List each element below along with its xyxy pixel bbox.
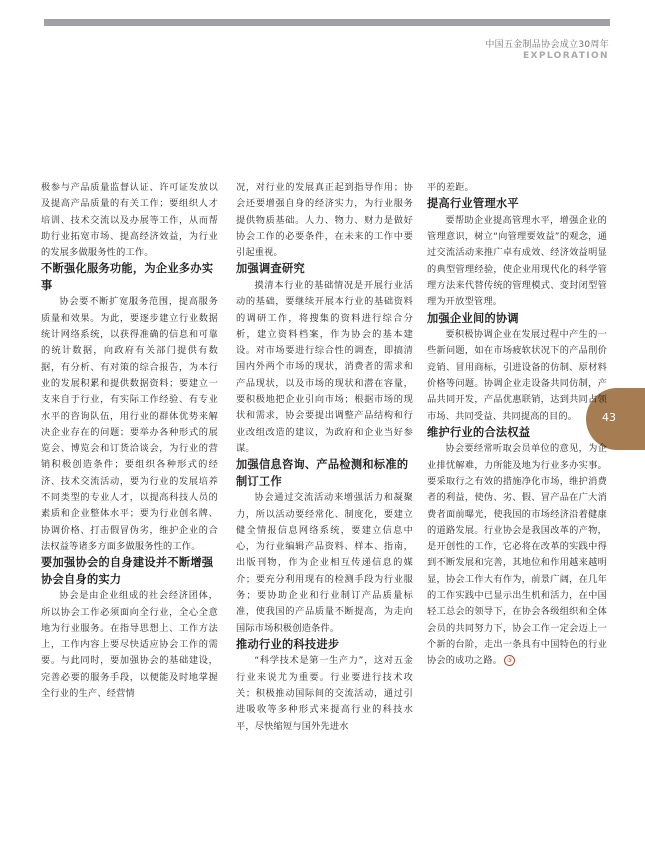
text-column-1 bbox=[41, 180, 218, 702]
section-heading: 不断强化服务功能，为企业多办实事 bbox=[41, 262, 214, 292]
section-heading: 加强调查研究 bbox=[236, 262, 305, 276]
header-rule bbox=[44, 19, 610, 26]
paragraph: 要帮助企业提高管理水平，增强企业的管理意识，树立“向管理要效益”的观念，通过交流活动来推广卓有成效、经济效益明显的典型管理经验，使企业用现代化的科学管理方法来代替传统的管理模式、变封闭型管理为开放型管理。 bbox=[427, 214, 607, 308]
paragraph: 协会要不断扩宽服务范围，提高服务质量和效果。为此，要逐步建立行业数据统计网络系统，以获得准确的信息和可靠的统计数据，向政府有关部门提供有数据，有分析、有对策的综合报告，为本行业的发展积累和提供数据资料；要建立一支来自于行业，有实际工作经验、有专业水平的咨询队伍，用行业的群体优势来解决企业存在的问题；要举办各种形式的展览会、博览会和订货洽谈会，为行业的营销积极创造条件；要组织各种形式的经济、技术交流活动，要为行业的发展培养不同类型的专业人才，以提高科技人员的素质和企业整体水平；要为行业创名牌、协调价格、打击假冒伪劣，维护企业的合法权益等诸多方面多做服务性的工作。 bbox=[41, 296, 218, 552]
section-heading: 维护行业的合法权益 bbox=[427, 425, 531, 439]
section-heading: 加强信息咨询、产品检测和标准的制订工作 bbox=[236, 458, 409, 488]
running-header-subtitle: EXPLORATION bbox=[522, 51, 609, 61]
end-of-article-icon: ③ bbox=[504, 655, 515, 666]
paragraph: 要积极协调企业在发展过程中产生的一些新问题，如在市场疲软状况下的产品削价竞销、冒用商标，引进设备的仿制、原材料价格等问题。协调企业走设备共同仿制，产品共同开发，产品优惠联销，达到共同占领市场、共同受益、共同提高的目的。 bbox=[427, 329, 607, 422]
paragraph: 极参与产品质量监督认证、许可证发放以及提高产品质量的有关工作；要组织人才培训、技术交流以及办展等工作，从而帮助行业拓宽市场、提高经济效益，为行业的发展多做服务性的工作。 bbox=[41, 182, 218, 259]
page-number: 43 bbox=[602, 411, 616, 424]
text-column-2 bbox=[236, 180, 413, 735]
text-column-3 bbox=[427, 180, 607, 670]
paragraph-text: 协会要经常听取会员单位的意见，为企业排忧解难，力所能及地为行业多办实事。要采取行之有效的措施净化市场，维护消费者的利益，使伪、劣、假、冒产品在广大消费者面前曝光，使我国的市场经济沿着健康的道路发展。行业协会是我国改革的产物，是开创性的工作，它必将在改革的实践中得到不断发展和完善，其地位和作用越来越明显，协会工作大有作为，前景广阔，在几年的工作实践中已显示出生机和活力，在中国轻工总会的领导下，在协会各级组织和全体会员的共同努力下，协会工作一定会迈上一个新的台阶，走出一条具有中国特色的行业协会的成功之路。 bbox=[427, 443, 607, 667]
paragraph: 况，对行业的发展真正起到指导作用；协会还要增强自身的经济实力，为行业服务提供物质基础。人力、物力、财力是做好协会工作的必要条件，在未来的工作中要引起重视。 bbox=[236, 182, 413, 259]
paragraph: 摸清本行业的基础情况是开展行业活动的基础，要继续开展本行业的基础资料的调研工作，将搜集的资料进行综合分析，建立资料档案，作为协会的基本建设。对市场要进行综合性的调查，即搞清国内外两个市场的现状，消费者的需求和产品现状，以及市场的现状和潜在容量，要积极地把企业引向市场；根据市场的现状和需求，协会要提出调整产品结构和行业改组改造的建议，为政府和企业当好参谋。 bbox=[236, 279, 413, 454]
running-header-title: 中国五金制品协会成立30周年 bbox=[485, 40, 609, 50]
section-heading: 提高行业管理水平 bbox=[427, 197, 519, 211]
closing-paragraph bbox=[427, 441, 607, 669]
section-heading: 要加强协会的自身建设并不断增强协会自身的实力 bbox=[41, 556, 214, 586]
paragraph: 协会是由企业组成的社会经济团体，所以协会工作必须面向全行业，全心全意地为行业服务。在指导思想上、工作方法上，工作内容上要尽快适应协会工作的需要。与此同时，要加强协会的基础建设，完善必要的服务手段，以便能及时地掌握全行业的生产、经营情 bbox=[41, 590, 218, 700]
paragraph: 平的差距。 bbox=[427, 182, 474, 193]
paragraph: “科学技术是第一生产力”，这对五金行业来说尤为重要。行业要进行技术攻关；积极推动国际间的交流活动，通过引进吸收等多种形式来提高行业的科技水平，尽快缩短与国外先进水 bbox=[236, 655, 413, 732]
section-heading: 加强企业间的协调 bbox=[427, 311, 519, 325]
paragraph: 协会通过交流活动来增强活力和凝聚力，所以活动要经常化、制度化，要建立健全情报信息网络系统，要建立信息中心，为行业编辑产品资料、样本、指南，出版刊物，作为企业相互传递信息的媒介；要充分利用现有的检测手段为行业服务；要协助企业和行业制订产品质量标准，使我国的产品质量不断提高，为走向国际市场积极创造条件。 bbox=[236, 492, 413, 634]
section-heading: 推动行业的科技进步 bbox=[236, 637, 340, 651]
